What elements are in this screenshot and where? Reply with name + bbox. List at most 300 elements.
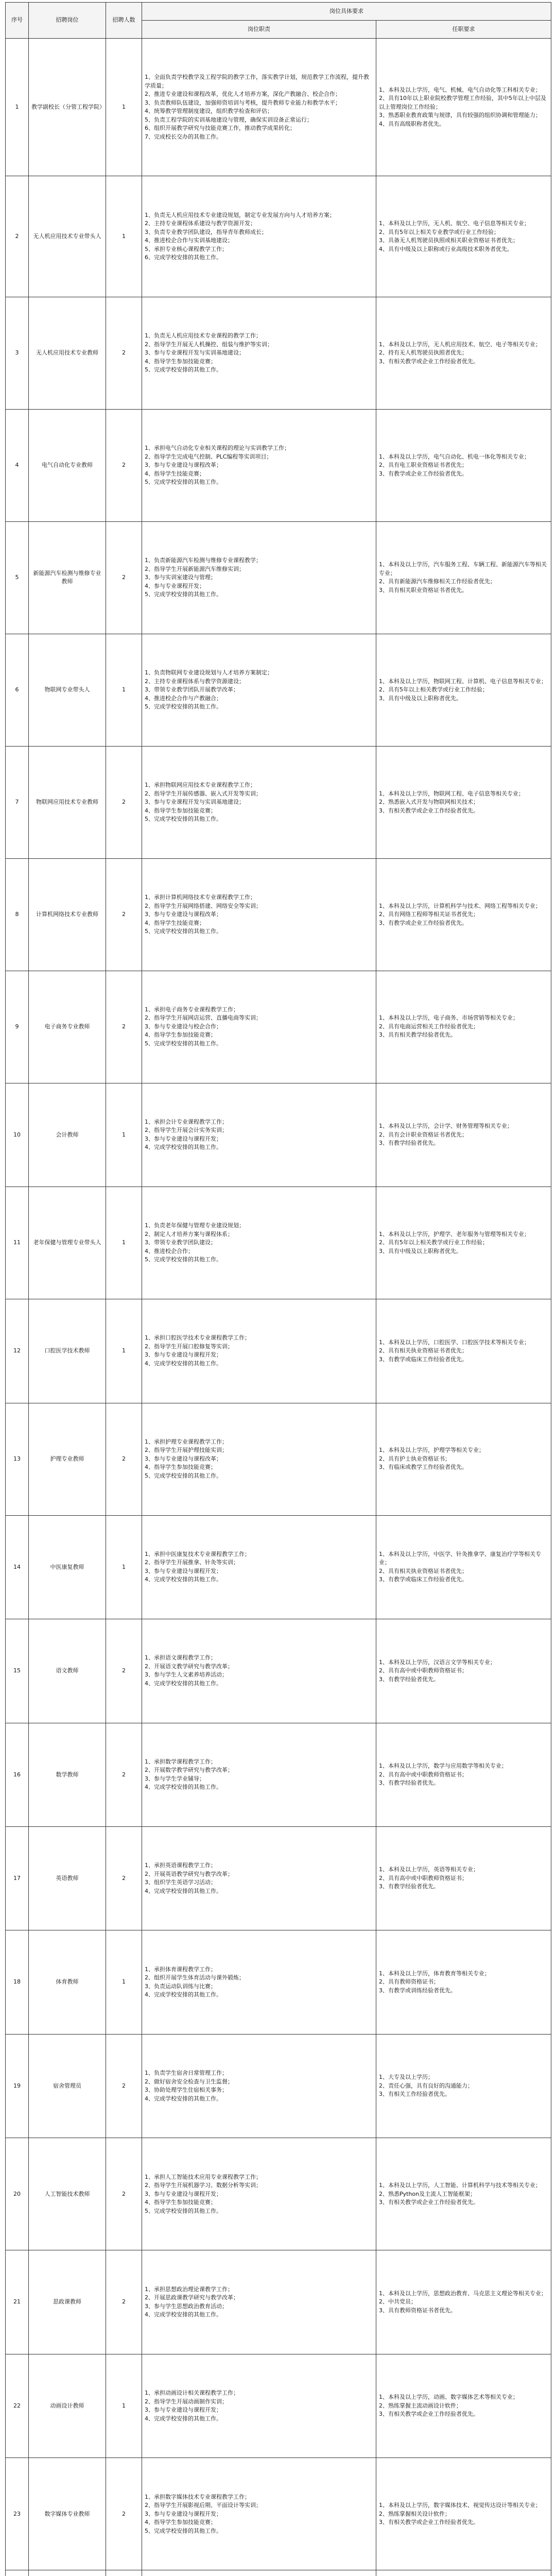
requirement-line: 1、本科及以上学历，物联网工程、计算机、电子信息等相关专业； — [379, 677, 547, 685]
row-requirements — [376, 2250, 551, 2354]
row-seq: 4 — [6, 409, 29, 521]
row-duty — [142, 2354, 376, 2458]
row-duty — [142, 176, 376, 297]
duty-line: 4、完成学校安排的其他工作。 — [145, 1991, 222, 1998]
row-requirements — [376, 521, 551, 634]
row-count: 1 — [106, 1187, 142, 1299]
requirement-line: 1、本科及以上学历，无人机应用技术、航空、电子等相关专业； — [379, 341, 541, 348]
table-row — [6, 1083, 551, 1187]
duty-line: 4、指导学生参加技能竞赛； — [145, 1031, 216, 1039]
row-duty — [142, 1187, 376, 1299]
requirement-line: 3、有相关工作经验者优先。 — [379, 2091, 450, 2098]
duty-line: 4、指导学生参加技能竞赛； — [145, 2199, 216, 2206]
requirement-line: 2、具有教师资格证书； — [379, 1978, 439, 1986]
row-position: 老年保健与管理专业带头人 — [29, 1187, 106, 1299]
duty-line: 2、指导学生开展护理技能实训； — [145, 1447, 228, 1454]
requirement-line: 1、本科及以上学历，护理学、老年服务与管理等相关专业； — [379, 1230, 530, 1238]
duty-line: 1、负责学生宿舍日常管理工作； — [145, 2070, 228, 2077]
duty-line: 3、参与专业课程开发与实训基地建设； — [145, 799, 245, 806]
requirement-line: 3、具有相关职业资格证书者优先。 — [379, 586, 467, 594]
duty-line: 3、参与专业建设与课程改革； — [145, 462, 222, 469]
row-duty — [142, 297, 376, 409]
table-row — [6, 2034, 551, 2138]
requirement-line: 3、熟悉职业教育政策与规律，具有较强的组织协调和管理能力； — [379, 112, 541, 119]
row-requirements — [376, 176, 551, 297]
row-position: 口腔医学技术教师 — [29, 1299, 106, 1403]
table-row — [6, 297, 551, 409]
duty-line: 1、承担数字媒体技术专业课程教学工作； — [145, 2493, 250, 2500]
row-position: 教学副校长（分管工程学院） — [29, 39, 106, 176]
duty-line: 2、推进专业建设和课程改革，优化人才培养方案，深化产教融合、校企合作； — [145, 91, 341, 98]
duty-line: 4、完成学校安排的其他工作。 — [145, 1680, 222, 1687]
duty-line: 2、开展英语教学研究与教学改革； — [145, 1870, 233, 1877]
row-position: 无人机应用技术专业带头人 — [29, 176, 106, 297]
duty-line: 1、承担中医康复技术专业课程教学工作； — [145, 1550, 250, 1557]
duty-line: 1、承担会计专业课程教学工作； — [145, 1118, 228, 1125]
requirement-line: 2、具有高中或中职教师资格证书； — [379, 1771, 467, 1778]
row-requirements — [376, 2458, 551, 2570]
requirement-line: 1、本科及以上学历，电气、机械、电气自动化等工科相关专业； — [379, 86, 541, 93]
duty-line: 3、参与专业建设与课程开发； — [145, 2190, 222, 2197]
duty-line: 4、完成学校安排的其他工作。 — [145, 2311, 222, 2318]
row-requirements — [376, 2138, 551, 2250]
table-row — [6, 971, 551, 1083]
row-requirements — [376, 2034, 551, 2138]
row-duty — [142, 2250, 376, 2354]
duty-line: 3、带领专业教学团队开展教学改革； — [145, 686, 239, 693]
duty-line: 4、完成学校安排的其他工作。 — [145, 1784, 222, 1791]
row-duty — [142, 409, 376, 521]
duty-line: 3、参与学生学业辅导； — [145, 1775, 205, 1782]
duty-line: 4、指导学生参加技能竞赛； — [145, 2519, 216, 2526]
duty-line: 1、承担思想政治理论课教学工作； — [145, 2285, 233, 2293]
duty-line: 2、指导学生开展动画制作实训； — [145, 2398, 228, 2405]
table-row — [6, 634, 551, 746]
requirement-line: 2、中共党员； — [379, 2298, 416, 2306]
row-requirements — [376, 1083, 551, 1187]
duty-line: 1、承担物联网应用技术专业课程教学工作； — [145, 782, 256, 789]
table-row — [6, 1187, 551, 1299]
duty-line: 1、承担英语课程教学工作； — [145, 1862, 216, 1869]
row-requirements — [376, 1930, 551, 2034]
duty-line: 2、指导学生开展推拿、针灸等实训； — [145, 1559, 239, 1566]
duty-line: 1、负责物联网专业建设规划与人才培养方案制定； — [145, 669, 273, 676]
duty-line: 1、全面负责学校教学及工程学院的教学工作，落实教学计划，规范教学工作流程，提升教学质量； — [145, 74, 369, 89]
duty-line: 5、完成学校安排的其他工作。 — [145, 703, 222, 710]
requirement-line: 3、具备无人机驾驶员执照或相关职业资格证书者优先； — [379, 237, 518, 244]
duty-line: 3、参与专业建设与课程开发； — [145, 1351, 222, 1359]
duty-line: 3、参与专业建设与校企合作； — [145, 1023, 222, 1030]
row-seq: 1 — [6, 39, 29, 176]
row-position: 会计教师 — [29, 1083, 106, 1187]
row-position: 思政课教师 — [29, 2250, 106, 2354]
row-seq: 6 — [6, 634, 29, 746]
duty-line: 1、负责无人机应用技术专业建设规划，制定专业发展方向与人才培养方案； — [145, 211, 335, 218]
duty-line: 5、完成学校安排的其他工作。 — [145, 816, 222, 823]
duty-line: 2、指导学生开展影视后期、平面设计等实训； — [145, 2502, 262, 2509]
table-row — [6, 2250, 551, 2354]
table-row — [6, 1515, 551, 1619]
requirement-line: 2、责任心强，具有良好的沟通能力； — [379, 2082, 473, 2089]
row-seq: 18 — [6, 1930, 29, 2034]
row-count: 1 — [106, 176, 142, 297]
row-position: 物联网专业带头人 — [29, 634, 106, 746]
requirement-line: 2、具有5年以上相关教学或行业工作经验； — [379, 1239, 488, 1246]
row-duty — [142, 2458, 376, 2570]
duty-line: 3、负责教师队伍建设，加强师资培训与考核，提升教师专业能力和教学水平； — [145, 99, 341, 106]
duty-line: 4、指导学生参加技能竞赛； — [145, 1464, 216, 1471]
row-count: 2 — [106, 297, 142, 409]
requirement-line: 3、有教学或训练经验者优先。 — [379, 1987, 456, 1994]
row-requirements — [376, 858, 551, 971]
duty-line: 4、完成学校安排的其他工作。 — [145, 1576, 222, 1583]
row-position: 人工智能技术教师 — [29, 2138, 106, 2250]
table-row — [6, 2458, 551, 2570]
duty-line: 2、主持专业课程体系与教学资源建设； — [145, 677, 245, 685]
row-position: 宿舍管理员 — [29, 2034, 106, 2138]
table-row — [6, 2354, 551, 2458]
table-row — [6, 1619, 551, 1723]
duty-line: 1、承担电气自动化专业相关课程的理论与实训教学工作； — [145, 445, 290, 452]
row-count: 1 — [106, 1930, 142, 2034]
duty-line: 2、制定人才培养方案与课程体系； — [145, 1230, 233, 1238]
duty-line: 1、承担体育课程教学工作； — [145, 1965, 216, 1973]
duty-line: 5、完成学校安排的其他工作。 — [145, 366, 222, 374]
row-count — [106, 2570, 142, 2576]
row-position: 中医康复教师 — [29, 1515, 106, 1619]
row-duty — [142, 39, 376, 176]
col-group-header: 岗位具体要求 — [142, 3, 551, 21]
requirement-line: 3、有相关教学或企业工作经验者优先。 — [379, 2411, 479, 2418]
col-seq-header: 序号 — [6, 3, 29, 39]
table-row — [6, 176, 551, 297]
row-seq: 22 — [6, 2354, 29, 2458]
requirement-line: 4、具有高级职称者优先。 — [379, 120, 445, 127]
duty-line: 5、完成学校安排的其他工作。 — [145, 2207, 222, 2214]
row-seq: 15 — [6, 1619, 29, 1723]
duty-line: 1、承担人工智能技术应用专业课程教学工作； — [145, 2173, 262, 2180]
requirement-line: 2、熟悉Python及主流人工智能框架； — [379, 2190, 476, 2197]
requirement-line: 3、具有相关教学经验者优先。 — [379, 1031, 456, 1039]
row-duty — [142, 746, 376, 858]
requirement-line: 3、有教学经验者优先。 — [379, 1675, 439, 1683]
row-duty — [142, 1619, 376, 1723]
row-duty — [142, 971, 376, 1083]
row-count: 1 — [106, 2354, 142, 2458]
duty-line: 4、完成学校安排的其他工作。 — [145, 1144, 222, 1151]
table-row — [6, 1403, 551, 1515]
row-count: 2 — [106, 858, 142, 971]
requirement-line: 3、有临床或教学工作经验者优先。 — [379, 1464, 467, 1471]
duty-line: 5、完成学校安排的其他工作。 — [145, 1256, 222, 1263]
table-row — [6, 746, 551, 858]
duty-line: 5、完成学校安排的其他工作。 — [145, 1040, 222, 1047]
row-position — [29, 2570, 106, 2576]
row-duty — [142, 1403, 376, 1515]
duty-line: 5、完成学校安排的其他工作。 — [145, 2527, 222, 2534]
duty-line: 2、开展语文教学研究与教学改革； — [145, 1663, 233, 1670]
row-count: 2 — [106, 521, 142, 634]
row-duty — [142, 1827, 376, 1930]
requirement-line: 3、有教学或临床工作经验者优先。 — [379, 1576, 467, 1583]
requirement-line: 3、有相关教学或企业工作经验者优先。 — [379, 358, 479, 365]
table-row — [6, 521, 551, 634]
requirement-line: 2、熟悉嵌入式开发与物联网相关技术； — [379, 799, 479, 806]
requirement-line: 2、具有相关执业资格证书者优先； — [379, 1347, 467, 1354]
row-position: 护理专业教师 — [29, 1403, 106, 1515]
row-position: 新能源汽车检测与维修专业教师 — [29, 521, 106, 634]
requirement-line: 4、具有中级及以上职称或行业高级技术职务者优先。 — [379, 245, 513, 252]
col-req-header: 任职要求 — [376, 21, 551, 39]
requirement-line: 2、具有5年以上相关教学或行业工作经验； — [379, 686, 488, 693]
duty-line: 3、负责专业教学团队建设，指导青年教师成长； — [145, 228, 267, 235]
duty-line: 4、完成学校安排的其他工作。 — [145, 1887, 222, 1894]
requirement-line: 3、有教学经验者优先。 — [379, 1780, 439, 1787]
requirement-line: 1、本科及以上学历，思想政治教育、马克思主义理论等相关专业； — [379, 2290, 547, 2297]
duty-line: 6、组织开展教学研究与技能竞赛工作，推动教学成果转化； — [145, 125, 296, 132]
row-requirements — [376, 1299, 551, 1403]
table-row — [6, 1299, 551, 1403]
requirement-line: 1、本科及以上学历，汉语言文学等相关专业； — [379, 1658, 496, 1666]
duty-line: 1、负责无人机应用技术专业课程的教学工作； — [145, 332, 262, 340]
requirement-line: 2、具有5年以上相关专业教学或行业工作经验； — [379, 228, 499, 235]
table-row — [6, 1930, 551, 2034]
requirement-line: 3、有教学或企业工作经验者优先。 — [379, 919, 467, 926]
row-position: 英语教师 — [29, 1827, 106, 1930]
requirement-line: 1、本科及以上学历，动画、数字媒体艺术等相关专业； — [379, 2394, 518, 2401]
duty-line: 4、完成学校安排的其他工作。 — [145, 2095, 222, 2102]
row-position: 物联网应用技术专业教师 — [29, 746, 106, 858]
duty-line: 4、统筹教学管理制度建设，组织教学检查和评估； — [145, 108, 273, 115]
row-requirements — [376, 1723, 551, 1826]
duty-line: 2、指导学生开展传感器、嵌入式开发等实训； — [145, 790, 262, 797]
row-position: 电气自动化专业教师 — [29, 409, 106, 521]
row-seq: 14 — [6, 1515, 29, 1619]
duty-line: 2、指导学生完成电气控制、PLC编程等实训项目； — [145, 453, 272, 460]
requirement-line: 1、本科及以上学历，体育教育等相关专业； — [379, 1970, 490, 1977]
duty-line: 3、参与专业建设与课程开发； — [145, 2510, 222, 2517]
duty-line: 1、承担口腔医学技术专业课程教学工作； — [145, 1334, 250, 1342]
row-requirements — [376, 2354, 551, 2458]
duty-line: 5、完成学校安排的其他工作。 — [145, 591, 222, 598]
requirement-line: 2、熟练掌握主流动画设计软件； — [379, 2402, 462, 2409]
row-count: 1 — [106, 634, 142, 746]
duty-line: 5、完成学校安排的其他工作。 — [145, 928, 222, 935]
col-duty-header: 岗位职责 — [142, 21, 376, 39]
row-seq: 2 — [6, 176, 29, 297]
table-body — [6, 39, 551, 2576]
requirement-line: 1、本科及以上学历，数字媒体技术、视觉传达设计等相关专业； — [379, 2502, 541, 2509]
duty-line: 2、组织开展学生体育活动与课外锻炼； — [145, 1974, 245, 1981]
duty-line: 4、指导学生参加技能竞赛； — [145, 807, 216, 814]
row-seq: 9 — [6, 971, 29, 1083]
requirement-line: 1、本科及以上学历，计算机科学与技术、网络工程等相关专业； — [379, 902, 541, 909]
row-requirements — [376, 746, 551, 858]
duty-line: 1、承担计算机网络技术专业课程教学工作； — [145, 894, 256, 901]
duty-line: 1、负责老年保健与管理专业建设规划； — [145, 1222, 245, 1229]
requirement-line: 2、具有10年以上职业院校教学管理工作经验，其中5年以上中层及以上管理岗位工作经验； — [379, 95, 546, 110]
requirement-line: 3、有教学或企业工作经验者优先。 — [379, 470, 467, 477]
row-seq: 3 — [6, 297, 29, 409]
row-requirements — [376, 409, 551, 521]
requirement-line: 2、具有会计职业资格证书者优先； — [379, 1131, 467, 1138]
requirement-line: 3、有相关教学或企业工作经验者优先。 — [379, 807, 479, 814]
row-count: 2 — [106, 1619, 142, 1723]
row-duty — [142, 2034, 376, 2138]
col-count-header: 招聘人数 — [106, 3, 142, 39]
requirement-line: 2、具有电工职业资格证书者优先； — [379, 462, 467, 469]
row-requirements — [376, 39, 551, 176]
row-requirements — [376, 297, 551, 409]
row-seq: 20 — [6, 2138, 29, 2250]
table-row — [6, 1723, 551, 1826]
requirement-line: 1、本科及以上学历，电气自动化、机电一体化等相关专业； — [379, 453, 530, 460]
duty-line: 1、承担电子商务专业课程教学工作； — [145, 1006, 239, 1013]
requirement-line: 2、具有电商运营相关工作经验者优先； — [379, 1023, 479, 1030]
row-duty — [142, 1930, 376, 2034]
row-count: 2 — [106, 2034, 142, 2138]
requirement-line: 3、具有中级及以上职称者优先。 — [379, 1247, 462, 1255]
requirement-line: 1、本科及以上学历，英语等相关专业； — [379, 1866, 479, 1873]
requirement-line: 1、本科及以上学历，口腔医学、口腔医学技术等相关专业； — [379, 1338, 530, 1346]
duty-line: 2、指导学生开展网络搭建、网络安全等实训； — [145, 902, 262, 909]
row-duty — [142, 634, 376, 746]
duty-line: 3、组织学生英语学习活动； — [145, 1879, 216, 1886]
row-seq: 21 — [6, 2250, 29, 2354]
duty-line: 5、承担专业核心课程教学工作； — [145, 245, 228, 252]
row-position: 数字媒体专业教师 — [29, 2458, 106, 2570]
row-requirements — [376, 1187, 551, 1299]
requirement-line: 1、本科及以上学历，无人机、航空、电子信息等相关专业； — [379, 220, 530, 227]
row-duty — [142, 521, 376, 634]
row-seq: 7 — [6, 746, 29, 858]
row-seq: 5 — [6, 521, 29, 634]
row-seq: 10 — [6, 1083, 29, 1187]
duty-line: 4、推进校企合作； — [145, 1247, 194, 1255]
row-duty — [142, 1299, 376, 1403]
row-duty — [142, 2570, 376, 2576]
row-position: 动画设计教师 — [29, 2354, 106, 2458]
requirement-line: 1、本科及以上学历，会计学、财务管理等相关专业； — [379, 1123, 513, 1130]
duty-line: 4、指导学生参加技能竞赛； — [145, 358, 216, 365]
row-duty — [142, 1723, 376, 1826]
row-count: 1 — [106, 1515, 142, 1619]
row-count: 2 — [106, 971, 142, 1083]
requirement-line: 2、具有新能源汽车维修相关工作经验者优先； — [379, 578, 496, 585]
row-requirements — [376, 634, 551, 746]
duty-line: 3、参与专业建设与课程改革； — [145, 1455, 222, 1462]
duty-line: 5、负责工程学院的实训基地建设与管理，确保实训设备正常运行； — [145, 116, 312, 123]
row-seq: 17 — [6, 1827, 29, 1930]
row-count: 1 — [106, 1299, 142, 1403]
duty-line: 4、完成学校安排的其他工作。 — [145, 2415, 222, 2422]
row-count: 2 — [106, 746, 142, 858]
duty-line: 1、负责新能源汽车检测与维修专业课程教学； — [145, 557, 262, 564]
table-row — [6, 858, 551, 971]
row-position: 体育教师 — [29, 1930, 106, 2034]
duty-line: 2、开展数学教学研究与教学改革； — [145, 1767, 233, 1774]
row-count: 2 — [106, 2458, 142, 2570]
duty-line: 4、推进校企合作与产教融合； — [145, 694, 222, 702]
duty-line: 3、参与专业建设与课程开发； — [145, 1135, 222, 1142]
table-row — [6, 2570, 551, 2576]
requirement-line: 1、本科及以上学历，汽车服务工程、车辆工程、新能源汽车等相关专业； — [379, 561, 547, 577]
requirement-line: 3、有教学或临床工作经验者优先。 — [379, 1355, 467, 1363]
requirement-line: 3、具有中级及以上职称者优先。 — [379, 694, 462, 702]
requirement-line: 2、持有无人机驾驶员执照者优先； — [379, 349, 467, 357]
row-requirements — [376, 1827, 551, 1930]
duty-line: 4、完成学校安排的其他工作。 — [145, 1360, 222, 1367]
duty-line: 2、主持专业课程体系建设与教学资源开发； — [145, 220, 256, 227]
row-count: 2 — [106, 409, 142, 521]
row-duty — [142, 1515, 376, 1619]
duty-line: 2、指导学生开展无人机操控、组装与维护等实训； — [145, 341, 273, 348]
duty-line: 5、完成学校安排的其他工作。 — [145, 1472, 222, 1479]
row-seq: 13 — [6, 1403, 29, 1515]
table-row — [6, 1827, 551, 1930]
requirement-line: 2、具有护士执业资格证书； — [379, 1455, 450, 1462]
row-seq: 12 — [6, 1299, 29, 1403]
requirement-line: 1、本科及以上学历，中医学、针灸推拿学、康复治疗学等相关专业； — [379, 1550, 541, 1566]
requirement-line: 3、有教学经验者优先。 — [379, 1140, 439, 1147]
duty-line: 3、协助处理学生住宿相关事务； — [145, 2087, 228, 2094]
duty-line: 2、指导学生开展会计实务实训； — [145, 1127, 228, 1134]
duty-line: 7、完成校长交办的其他工作。 — [145, 133, 222, 140]
requirement-line: 1、本科及以上学历，护理学等相关专业； — [379, 1447, 484, 1454]
duty-line: 3、带领专业教学团队建设； — [145, 1239, 216, 1246]
row-position: 计算机网络技术专业教师 — [29, 858, 106, 971]
duty-line: 3、参与专业建设与课程开发； — [145, 2406, 222, 2414]
row-seq: 16 — [6, 1723, 29, 1826]
row-requirements — [376, 971, 551, 1083]
duty-line: 4、参与专业课程开发； — [145, 582, 205, 589]
table-row — [6, 2138, 551, 2250]
row-position: 电子商务专业教师 — [29, 971, 106, 1083]
row-requirements — [376, 1619, 551, 1723]
duty-line: 2、指导学生开展口腔修复等实训； — [145, 1343, 233, 1350]
row-seq: 8 — [6, 858, 29, 971]
row-count: 2 — [106, 1723, 142, 1826]
row-count: 2 — [106, 1827, 142, 1930]
row-seq: 11 — [6, 1187, 29, 1299]
duty-line: 4、指导学生技能竞赛； — [145, 470, 205, 477]
row-duty — [142, 1083, 376, 1187]
row-position: 无人机应用技术专业教师 — [29, 297, 106, 409]
row-requirements — [376, 2570, 551, 2576]
duty-line: 2、指导学生开展新能源汽车维修实训； — [145, 565, 245, 572]
row-count: 2 — [106, 1403, 142, 1515]
row-count: 2 — [106, 2250, 142, 2354]
duty-line: 1、承担护理专业课程教学工作； — [145, 1438, 228, 1445]
table-row — [6, 409, 551, 521]
row-seq — [6, 2570, 29, 2576]
duty-line: 3、参与专业建设与课程开发； — [145, 1567, 222, 1574]
requirement-line: 2、具有网络工程师等相关证书者优先； — [379, 911, 479, 918]
duty-line: 4、指导学生技能竞赛； — [145, 919, 205, 926]
row-requirements — [376, 1403, 551, 1515]
duty-line: 3、参与学生人文素养培养活动； — [145, 1671, 228, 1679]
requirement-line: 1、本科及以上学历，电子商务、市场营销等相关专业； — [379, 1014, 518, 1022]
duty-line: 2、指导学生开展机器学习、数据分析等实训； — [145, 2182, 262, 2189]
row-position: 数学教师 — [29, 1723, 106, 1826]
duty-line: 6、完成学校安排的其他工作。 — [145, 254, 222, 261]
duty-line: 3、负责运动队训练与比赛； — [145, 1982, 216, 1990]
requirement-line: 2、熟练掌握相关设计软件； — [379, 2510, 450, 2517]
duty-line: 1、承担语文课程教学工作； — [145, 1654, 216, 1662]
duty-line: 4、推进校企合作与实训基地建设； — [145, 237, 233, 244]
requirement-line: 1、本科及以上学历，人工智能、计算机科学与技术等相关专业； — [379, 2182, 541, 2189]
duty-line: 1、承担动画设计相关课程教学工作； — [145, 2389, 239, 2397]
